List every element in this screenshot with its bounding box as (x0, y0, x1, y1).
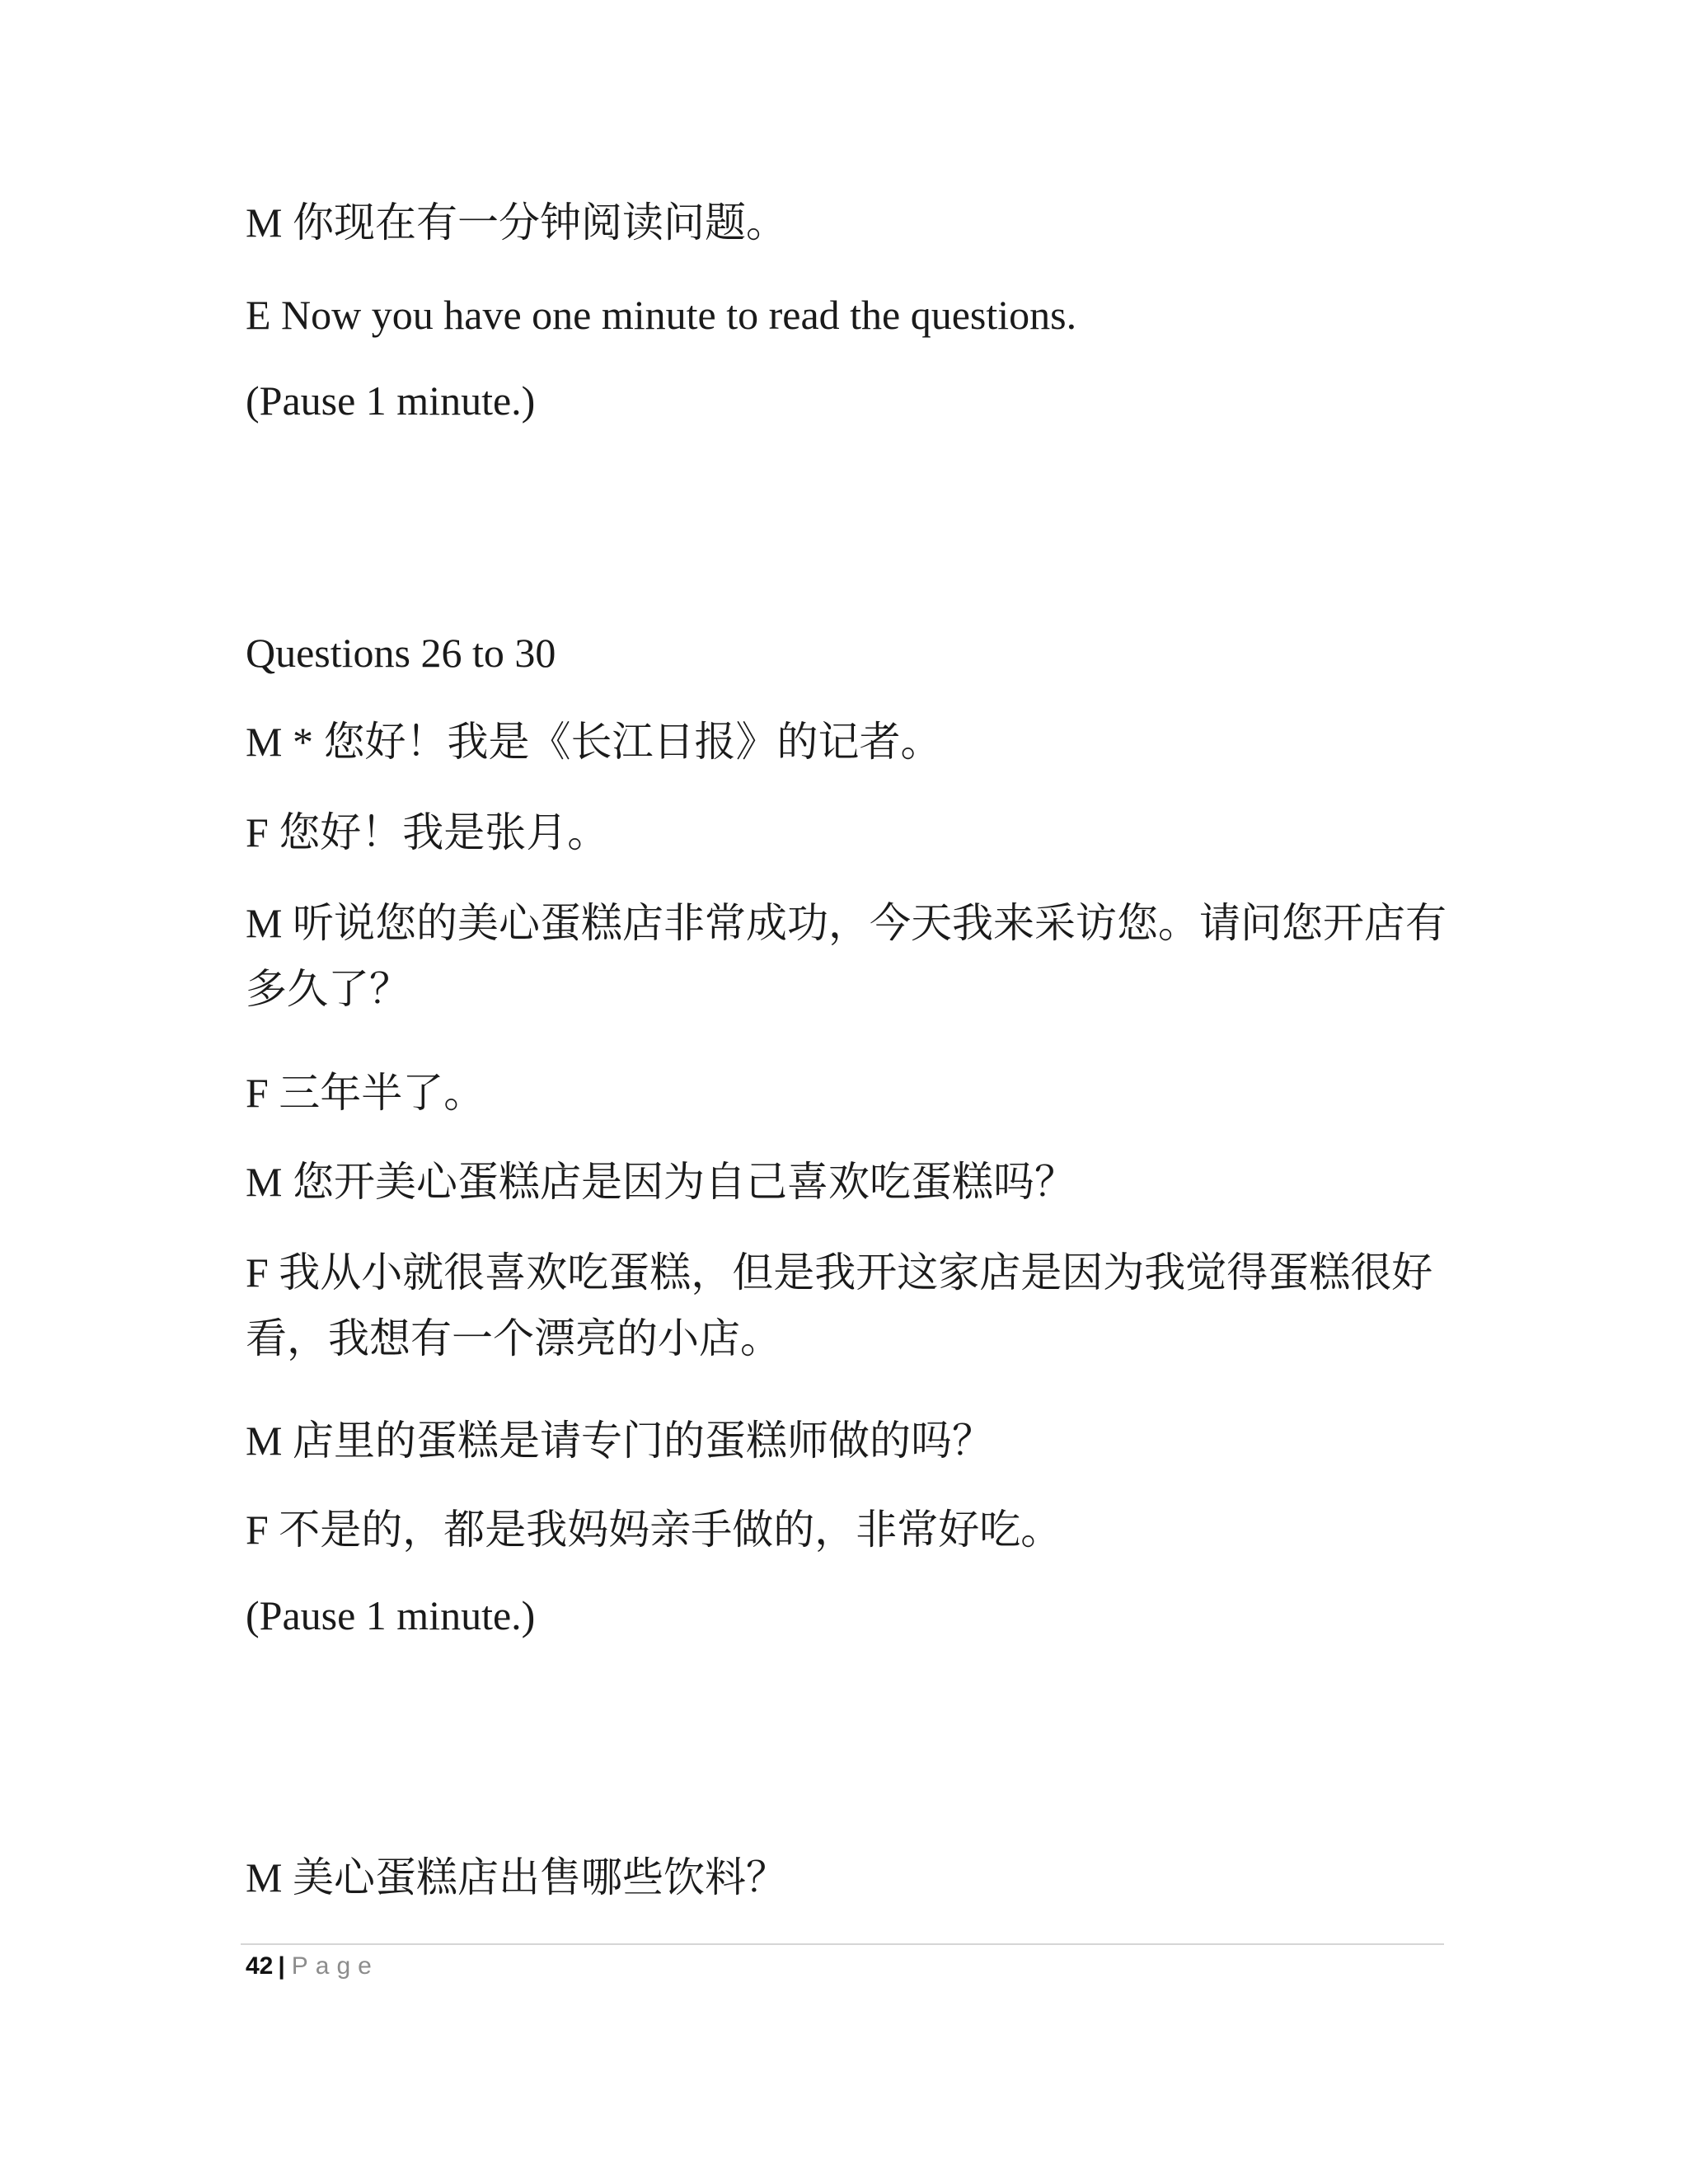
pause-note: (Pause 1 minute.) (246, 1592, 536, 1638)
pause-note: (Pause 1 minute.) (246, 377, 536, 424)
page-number: 42 (246, 1952, 274, 1980)
dialogue-line: F 不是的，都是我妈妈亲手做的，非常好吃。 (246, 1507, 1062, 1553)
dialogue-line: F 我从小就很喜欢吃蛋糕，但是我开这家店是因为我觉得蛋糕很好看，我想有一个漂亮的小店。 (246, 1249, 1433, 1361)
dialogue-line: M 听说您的美心蛋糕店非常成功，今天我来采访您。请问您开店有多久了？ (246, 900, 1447, 1012)
footer-divider (241, 1943, 1444, 1945)
dialogue-line: M 店里的蛋糕是请专门的蛋糕师做的吗？ (246, 1418, 993, 1464)
section-heading: Questions 26 to 30 (246, 630, 556, 676)
page-label: Page (291, 1952, 379, 1980)
dialogue-line: M 您开美心蛋糕店是因为自己喜欢吃蛋糕吗？ (246, 1159, 1076, 1205)
dialogue-line: M * 您好！我是《长江日报》的记者。 (246, 719, 942, 765)
page-separator: | (278, 1952, 285, 1980)
instruction-english: E Now you have one minute to read the questions. (246, 292, 1077, 338)
dialogue-line: F 三年半了。 (246, 1070, 485, 1116)
question-line: M 美心蛋糕店出售哪些饮料？ (246, 1854, 787, 1900)
page-footer (246, 1950, 379, 1983)
instruction-chinese: M 你现在有一分钟阅读问题。 (246, 199, 787, 246)
dialogue-line: F 您好！我是张月。 (246, 809, 609, 855)
